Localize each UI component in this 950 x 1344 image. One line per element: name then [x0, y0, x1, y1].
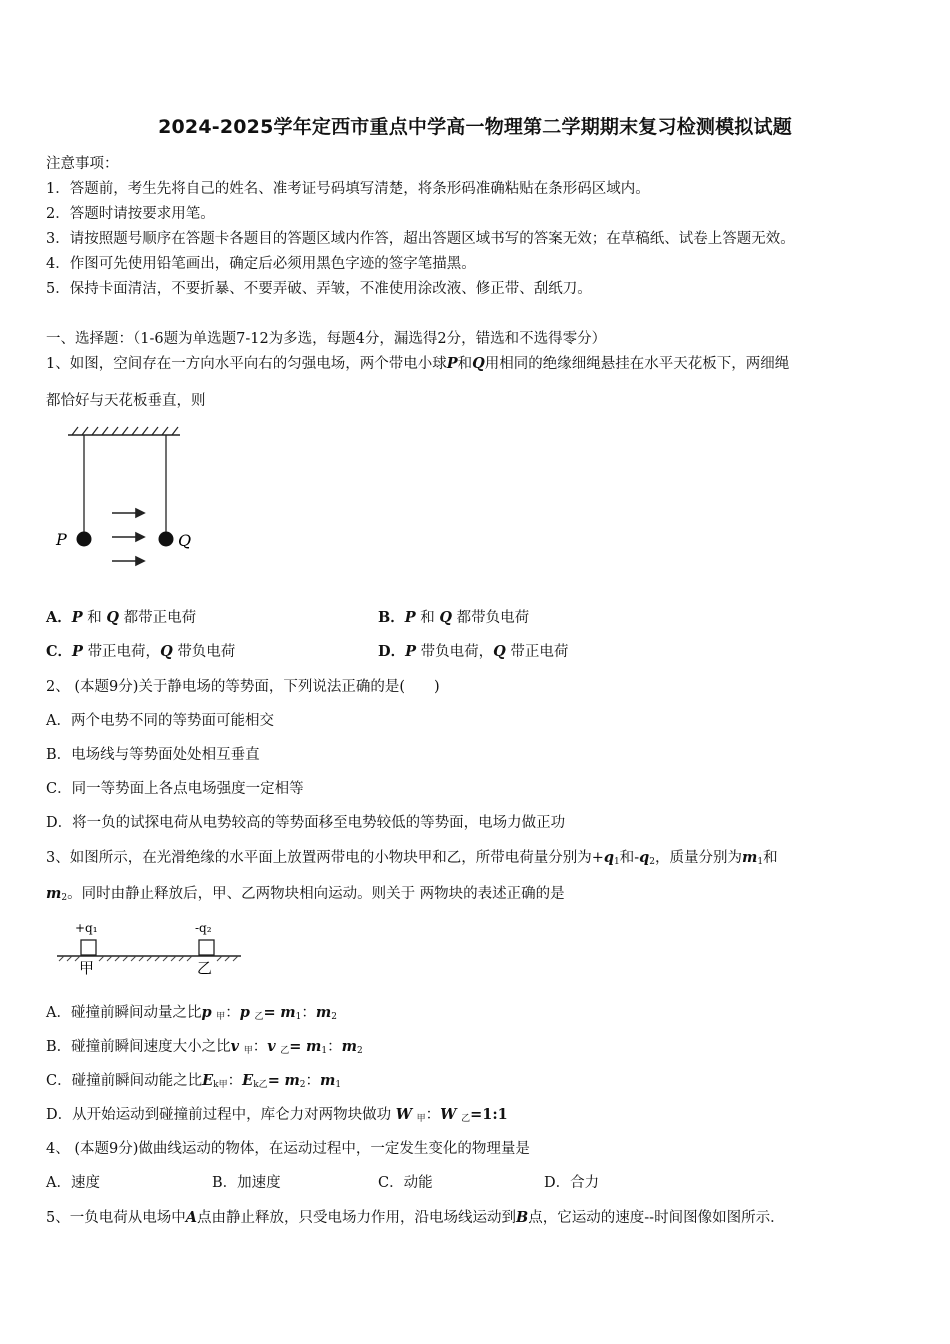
fig-label-p: P	[56, 530, 67, 549]
q4-option-a: A．速度	[46, 1175, 100, 1191]
notice-item: 2．答题时请按要求用笔。	[46, 206, 215, 222]
q1-stem-line1: 1、如图，空间存在一方向水平向右的匀强电场，两个带电小球P和Q用相同的绝缘细绳悬挂在水平天花板下，两细绳	[46, 355, 790, 372]
q1-figure	[50, 425, 200, 575]
q4-option-b: B．加速度	[212, 1175, 281, 1191]
notice-item: 4．作图可先使用铅笔画出，确定后必须用黑色字迹的签字笔描黑。	[46, 256, 476, 272]
fig-label-yi: 乙	[197, 959, 213, 977]
fig-label-jia: 甲	[79, 959, 95, 977]
page-title: 2024-2025学年定西市重点中学高一物理第二学期期末复习检测模拟试题	[158, 116, 792, 138]
q1-option-b: B．P 和 Q 都带负电荷	[378, 609, 530, 626]
q3-figure	[55, 918, 245, 980]
q4-stem: 4、 (本题9分)做曲线运动的物体，在运动过程中，一定发生变化的物理量是	[46, 1141, 530, 1157]
q5-stem: 5、一负电荷从电场中A点由静止释放，只受电场力作用，沿电场线运动到B点，它运动的速度--时间图像如图所示．	[46, 1209, 785, 1226]
notice-item: 1．答题前，考生先将自己的姓名、准考证号码填写清楚，将条形码准确粘贴在条形码区域内。	[46, 181, 650, 197]
q2-option-c: C．同一等势面上各点电场强度一定相等	[46, 781, 304, 797]
q2-option-b: B．电场线与等势面处处相互垂直	[46, 747, 260, 763]
q3-option-d: D．从开始运动到碰撞前过程中，库仑力对两物块做功 W $_甲$：W $_乙$=1:1	[46, 1106, 508, 1124]
q4-option-d: D．合力	[544, 1175, 600, 1191]
q1-option-d: D．P 带负电荷，Q 带正电荷	[378, 643, 569, 660]
q4-option-c: C．动能	[378, 1175, 433, 1191]
section-heading: 一、选择题：（1-6题为单选题7-12为多选，每题4分，漏选得2分，错选和不选得零分）	[46, 331, 607, 347]
q2-option-d: D．将一负的试探电荷从电势较高的等势面移至电势较低的等势面，电场力做正功	[46, 815, 566, 831]
q1-option-c: C．P 带正电荷，Q 带负电荷	[46, 643, 236, 660]
fig-label-q1: +q₁	[75, 921, 98, 935]
notice-item: 3．请按照题号顺序在答题卡各题目的答题区域内作答，超出答题区域书写的答案无效；在草稿纸、试卷上答题无效。	[46, 231, 795, 247]
fig-label-q2: -q₂	[195, 921, 212, 935]
q2-option-a: A．两个电势不同的等势面可能相交	[46, 713, 274, 729]
q2-stem: 2、 (本题9分)关于静电场的等势面，下列说法正确的是( )	[46, 679, 440, 695]
q1-stem-line2: 都恰好与天花板垂直，则	[46, 393, 206, 409]
q3-stem-line2: $m_2$。同时由静止释放后，甲、乙两物块相向运动。则关于 两物块的表述正确的是	[46, 885, 565, 903]
q3-stem-line1: 3、如图所示，在光滑绝缘的水平面上放置两带电的小物块甲和乙，所带电荷量分别为$+q_1$和$-q_2$，质量分别为$m_1$和	[46, 849, 778, 867]
q3-option-a: A．碰撞前瞬间动量之比p $_甲$：p $_乙= m_1$：$m_2$	[46, 1004, 337, 1022]
notice-item: 5．保持卡面清洁，不要折暴、不要弄破、弄皱，不准使用涂改液、修正带、刮纸刀。	[46, 281, 592, 297]
q1-option-a: A．P 和 Q 都带正电荷	[46, 609, 197, 626]
q3-option-c: C．碰撞前瞬间动能之比$E_{k甲}$：$E_{k乙}= m_2$：$m_1$	[46, 1072, 342, 1090]
fig-label-q: Q	[178, 531, 192, 550]
notice-heading: 注意事项：	[46, 156, 119, 172]
q3-option-b: B．碰撞前瞬间速度大小之比v $_甲$：v $_乙= m_1$：$m_2$	[46, 1038, 363, 1056]
